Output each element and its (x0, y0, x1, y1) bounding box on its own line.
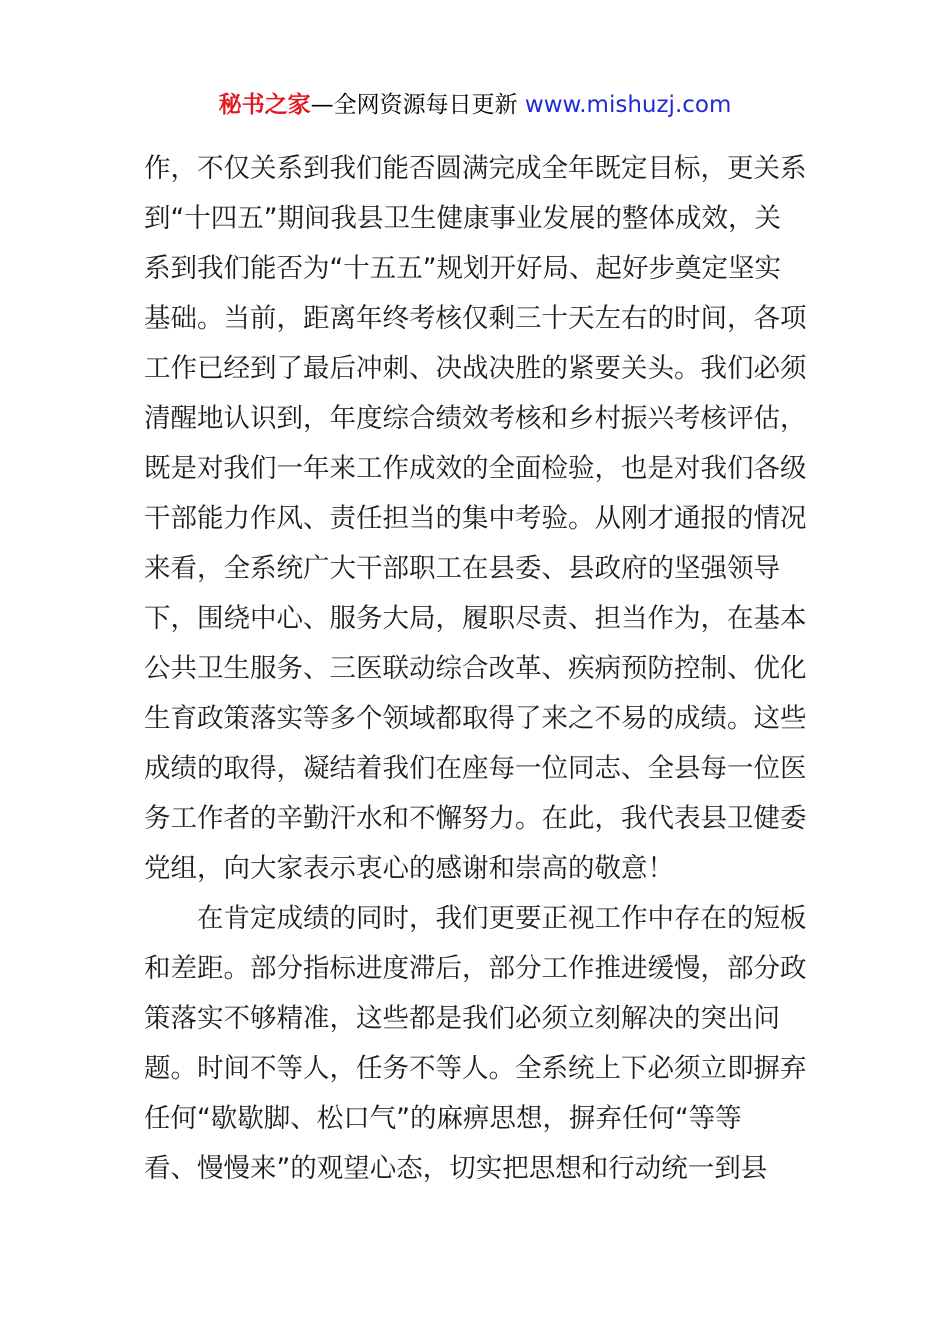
header-slogan: —全网资源每日更新 (310, 92, 525, 118)
text-line: 看、慢慢来”的观望心态，切实把思想和行动统一到县 (144, 1153, 768, 1184)
text-line: 题。时间不等人，任务不等人。全系统上下必须立即摒弃 (144, 1053, 807, 1084)
text-line: 到“十四五”期间我县卫生健康事业发展的整体成效，关 (144, 203, 781, 234)
text-line: 基础。当前，距离年终考核仅剩三十天左右的时间，各项 (144, 303, 807, 334)
text-line: 系到我们能否为“十五五”规划开好局、起好步奠定坚实 (144, 253, 781, 284)
text-line: 作，不仅关系到我们能否圆满完成全年既定目标，更关系 (144, 153, 807, 184)
text-line: 来看，全系统广大干部职工在县委、县政府的坚强领导 (144, 553, 780, 584)
document-body (144, 144, 808, 1194)
text-line: 既是对我们一年来工作成效的全面检验，也是对我们各级 (144, 453, 807, 484)
text-line: 下，围绕中心、服务大局，履职尽责、担当作为，在基本 (144, 603, 807, 634)
text-line: 生育政策落实等多个领域都取得了来之不易的成绩。这些 (144, 703, 807, 734)
brand-name: 秘书之家 (218, 92, 311, 118)
text-line: 工作已经到了最后冲刺、决战决胜的紧要关头。我们必须 (144, 353, 807, 384)
text-line: 务工作者的辛勤汗水和不懈努力。在此，我代表县卫健委 (144, 803, 807, 834)
text-line: 公共卫生服务、三医联动综合改革、疾病预防控制、优化 (144, 653, 807, 684)
text-line: 任何“歇歇脚、松口气”的麻痹思想，摒弃任何“等等 (144, 1103, 742, 1134)
text-line: 和差距。部分指标进度滞后，部分工作推进缓慢，部分政 (144, 953, 807, 984)
text-line: 成绩的取得，凝结着我们在座每一位同志、全县每一位医 (144, 753, 807, 784)
site-url-link[interactable]: www.mishuzj.com (524, 92, 732, 118)
text-line: 清醒地认识到，年度综合绩效考核和乡村振兴考核评估， (144, 403, 807, 434)
text-line: 干部能力作风、责任担当的集中考验。从刚才通报的情况 (144, 503, 807, 534)
text-line: 党组，向大家表示衷心的感谢和崇高的敬意！ (144, 853, 674, 884)
paragraph-first-line: 在肯定成绩的同时，我们更要正视工作中存在的短板 (197, 903, 807, 934)
text-line: 策落实不够精准，这些都是我们必须立刻解决的突出问 (144, 1003, 780, 1034)
site-header (0, 88, 950, 122)
